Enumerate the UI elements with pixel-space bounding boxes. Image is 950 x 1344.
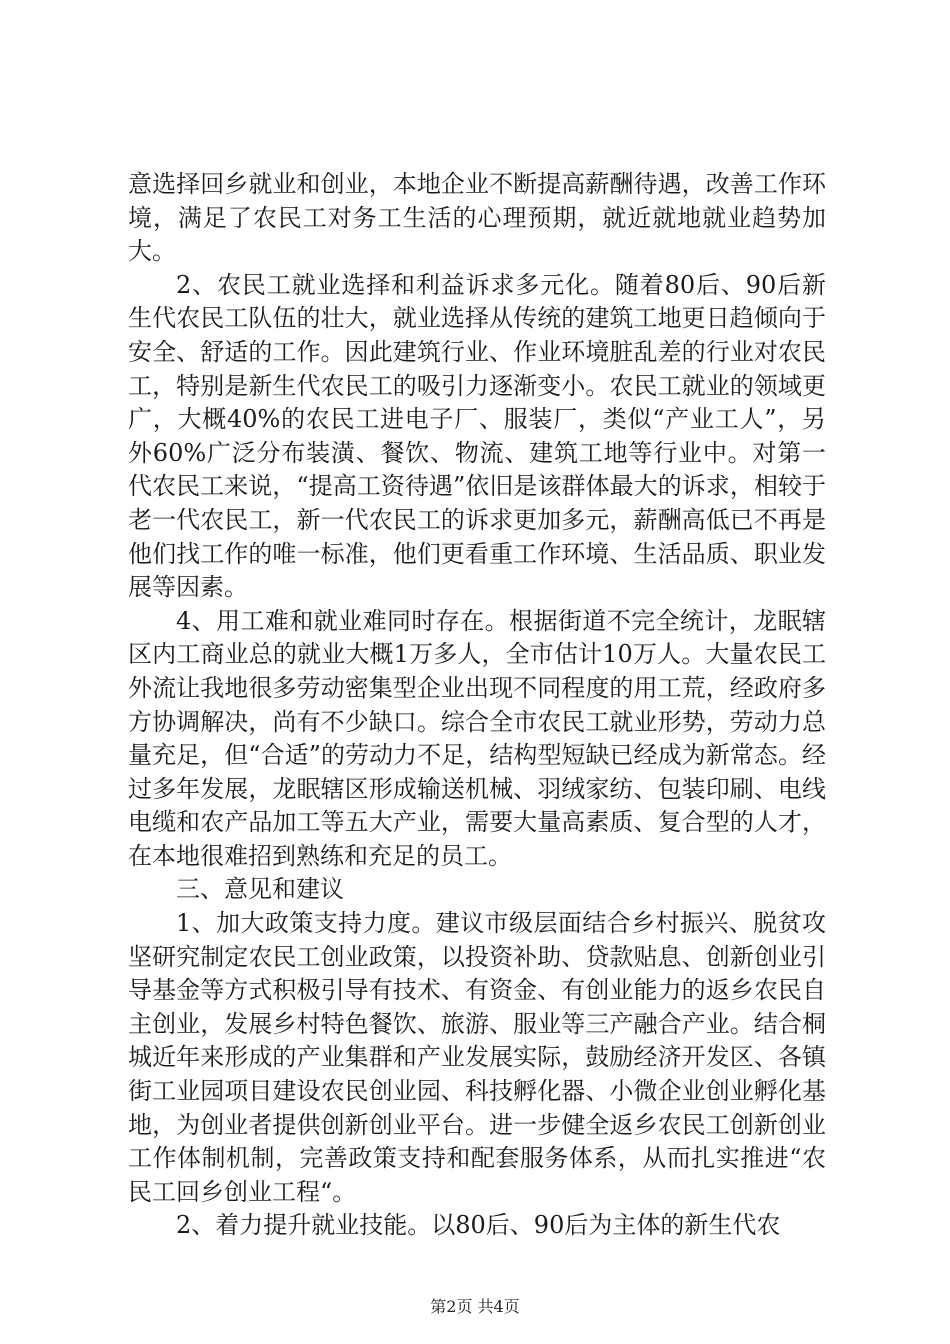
paragraph-labor-shortage: 4、用工难和就业难同时存在。根据街道不完全统计，龙眠辖区内工商业总的就业大概1万多人，全市估计10万人。大量农民工外流让我地很多劳动密集型企业出现不同程度的用工荒，经政府多方协调解决，尚有不少缺口。综合全市农民工就业形势，劳动力总量充足，但“合适”的劳动力不足，结构型短缺已经成为新常态。经过多年发展，龙眠辖区形成输送机械、羽绒家纺、包装印刷、电线电缆和农产品加工等五大产业，需要大量高素质、复合型的人才，在本地很难招到熟练和充足的员工。 — [128, 606, 826, 870]
paragraph-policy-support: 1、加大政策支持力度。建议市级层面结合乡村振兴、脱贫攻坚研究制定农民工创业政策，以投资补助、贷款贴息、创新创业引导基金等方式积极引导有技术、有资金、有创业能力的返乡农民自主创业，发展乡村特色餐饮、旅游、服业等三产融合产业。结合桐城近年来形成的产业集群和产业发展实际，鼓励经济开发区、各镇街工业园项目建设农民创业园、科技孵化器、小微企业创业孵化基地，为创业者提供创新创业平台。进一步健全返乡农民工创新创业工作体制机制，完善政策支持和配套服务体系，从而扎实推进“农民工回乡创业工程“。 — [128, 909, 826, 1206]
paragraph-employment-diversification: 2、农民工就业选择和利益诉求多元化。随着80后、90后新生代农民工队伍的壮大，就业选择从传统的建筑工地更日趋倾向于安全、舒适的工作。因此建筑行业、作业环境脏乱差的行业对农民工，特别是新生代农民工的吸引力逐渐变小。农民工就业的领域更广，大概40%的农民工进电子厂、服装厂，类似“产业工人”，另外60%广泛分布装潢、餐饮、物流、建筑工地等行业中。对第一代农民工来说，“提高工资待遇”依旧是该群体最大的诉求，相较于老一代农民工，新一代农民工的诉求更加多元，薪酬高低已不再是他们找工作的唯一标准，他们更看重工作环境、生活品质、职业发展等因素。 — [128, 270, 826, 602]
document-body — [128, 168, 826, 1243]
paragraph-continued: 意选择回乡就业和创业，本地企业不断提高薪酬待遇，改善工作环境，满足了农民工对务工生活的心理预期，就近就地就业趋势加大。 — [128, 170, 826, 266]
section-heading-suggestions: 三、意见和建议 — [176, 875, 344, 904]
paragraph-skill-improvement: 2、着力提升就业技能。以80后、90后为主体的新生代农 — [176, 1211, 781, 1240]
page-number-indicator: 第2页 共4页 — [430, 1297, 520, 1316]
page-footer — [0, 1296, 950, 1318]
